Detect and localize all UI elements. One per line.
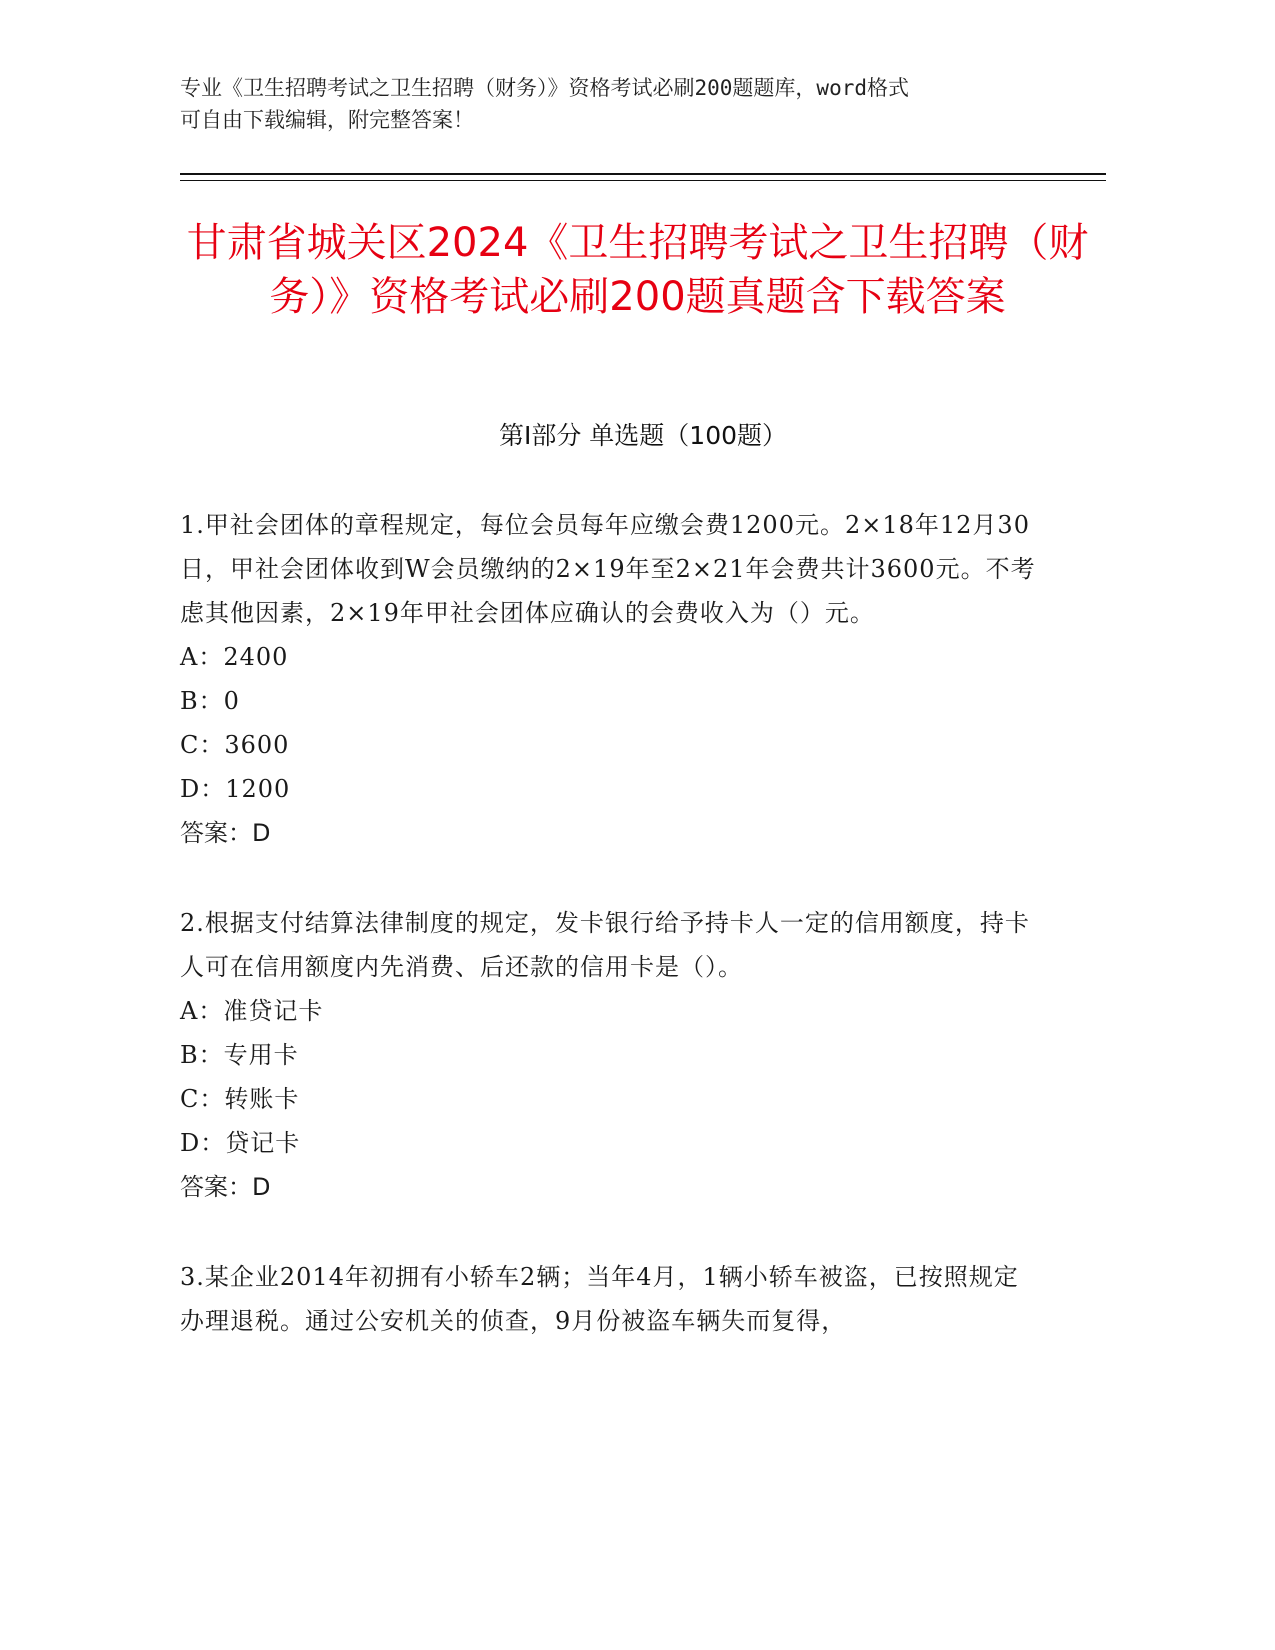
question-2 xyxy=(180,901,1040,1209)
option-a: A：准贷记卡 xyxy=(180,997,324,1025)
header-note-line-2: 可自由下载编辑，附完整答案！ xyxy=(180,108,474,132)
option-c: C：转账卡 xyxy=(180,1085,300,1113)
option-d: D：1200 xyxy=(180,775,291,803)
answer: 答案：D xyxy=(180,1173,271,1201)
question-1 xyxy=(180,503,1040,855)
option-b: B：专用卡 xyxy=(180,1041,299,1069)
header-divider-thin xyxy=(180,180,1106,181)
header-note-line-1: 专业《卫生招聘考试之卫生招聘（财务）》资格考试必刷200题题库，word格式 xyxy=(180,76,909,100)
answer: 答案：D xyxy=(180,819,271,847)
option-a: A：2400 xyxy=(180,643,289,671)
question-stem: 2.根据支付结算法律制度的规定，发卡银行给予持卡人一定的信用额度，持卡人可在信用额度内先消费、后还款的信用卡是（）。 xyxy=(180,909,1030,981)
question-list xyxy=(180,503,1040,1389)
option-c: C：3600 xyxy=(180,731,290,759)
document-title: 甘肃省城关区2024《卫生招聘考试之卫生招聘（财务）》资格考试必刷200题真题含下载答案 xyxy=(186,220,1089,320)
question-stem: 3.某企业2014年初拥有小轿车2辆；当年4月，1辆小轿车被盗，已按照规定办理退税。通过公安机关的侦查，9月份被盗车辆失而复得， xyxy=(180,1263,1019,1335)
header-note xyxy=(180,72,1060,136)
header-divider-thick xyxy=(180,173,1106,175)
option-b: B：0 xyxy=(180,687,240,715)
question-3 xyxy=(180,1255,1040,1343)
option-d: D：贷记卡 xyxy=(180,1129,301,1157)
question-stem: 1.甲社会团体的章程规定，每位会员每年应缴会费1200元。2×18年12月30日，甲社会团体收到W会员缴纳的2×19年至2×21年会费共计3600元。不考虑其他因素，2×19年甲社会团体应确认的会费收入为（）元。 xyxy=(180,511,1036,627)
section-title: 第Ⅰ部分 单选题（100题） xyxy=(498,421,788,450)
